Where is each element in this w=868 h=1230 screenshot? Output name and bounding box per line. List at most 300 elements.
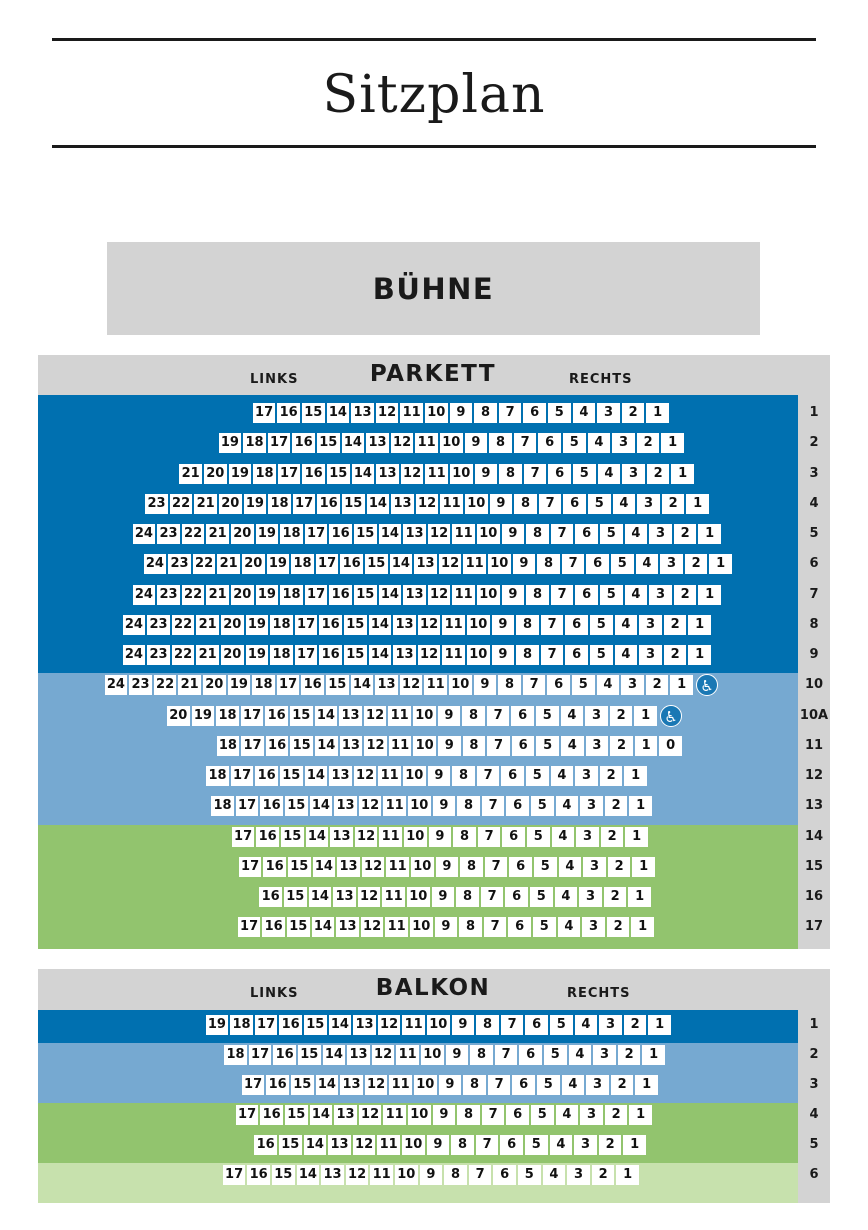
seat[interactable]: 11	[388, 706, 411, 726]
seat[interactable]: 10	[408, 796, 431, 816]
seat[interactable]: 11	[377, 1135, 400, 1155]
seat[interactable]: 3	[593, 1045, 616, 1065]
seat[interactable]: 2	[604, 887, 627, 907]
seat[interactable]: 12	[354, 766, 377, 786]
seat[interactable]: 1	[616, 1165, 639, 1185]
seat[interactable]: 15	[290, 736, 313, 756]
seat[interactable]: 3	[575, 766, 598, 786]
seat[interactable]: 4	[558, 917, 581, 937]
seat[interactable]: 15	[354, 585, 377, 605]
seat[interactable]: 13	[340, 1075, 363, 1095]
seat[interactable]: 18	[216, 706, 239, 726]
seat[interactable]: 9	[446, 1045, 469, 1065]
seat[interactable]: 17	[242, 1075, 265, 1095]
seat[interactable]: 1	[625, 827, 648, 847]
seat[interactable]: 12	[359, 796, 382, 816]
seat[interactable]: 5	[550, 1015, 573, 1035]
seat[interactable]: 11	[382, 887, 405, 907]
seat[interactable]: 16	[319, 615, 342, 635]
seat[interactable]: 3	[599, 1015, 622, 1035]
seat[interactable]: 17	[238, 917, 261, 937]
seat[interactable]: 11	[400, 403, 423, 423]
seat[interactable]: 13	[351, 403, 374, 423]
seat[interactable]: 16	[301, 675, 324, 695]
seat[interactable]: 3	[621, 675, 644, 695]
seat[interactable]: 11	[383, 1105, 406, 1125]
seat[interactable]: 15	[281, 827, 304, 847]
seat[interactable]: 10	[477, 585, 500, 605]
seat[interactable]: 9	[436, 857, 459, 877]
seat[interactable]: 11	[389, 736, 412, 756]
seat[interactable]: 4	[598, 464, 621, 484]
seat[interactable]: 6	[586, 554, 609, 574]
seat[interactable]: 10	[440, 433, 463, 453]
seat[interactable]: 22	[182, 524, 205, 544]
seat[interactable]: 16	[273, 1045, 296, 1065]
seat[interactable]: 3	[576, 827, 599, 847]
seat[interactable]: 18	[270, 615, 293, 635]
seat[interactable]: 24	[144, 554, 167, 574]
seat[interactable]: 4	[561, 736, 584, 756]
seat[interactable]: 5	[572, 675, 595, 695]
seat[interactable]: 2	[592, 1165, 615, 1185]
seat[interactable]: 9	[475, 464, 498, 484]
seat[interactable]: 7	[469, 1165, 492, 1185]
seat[interactable]: 5	[525, 1135, 548, 1155]
seat[interactable]: 14	[316, 1075, 339, 1095]
seat[interactable]: 13	[391, 494, 414, 514]
seat[interactable]: 7	[477, 766, 500, 786]
seat[interactable]: 22	[172, 645, 195, 665]
seat[interactable]: 17	[295, 615, 318, 635]
seat[interactable]: 6	[563, 494, 586, 514]
seat[interactable]: 1	[632, 857, 655, 877]
wheelchair-icon[interactable]: ♿	[660, 705, 682, 727]
seat[interactable]: 15	[290, 706, 313, 726]
seat[interactable]: 12	[353, 1135, 376, 1155]
seat[interactable]: 13	[353, 1015, 376, 1035]
seat[interactable]: 1	[631, 917, 654, 937]
seat[interactable]: 16	[329, 585, 352, 605]
seat[interactable]: 6	[509, 857, 532, 877]
seat[interactable]: 16	[292, 433, 315, 453]
seat[interactable]: 23	[157, 524, 180, 544]
seat[interactable]: 12	[439, 554, 462, 574]
seat[interactable]: 8	[489, 433, 512, 453]
seat[interactable]: 8	[462, 706, 485, 726]
seat[interactable]: 21	[217, 554, 240, 574]
seat[interactable]: 16	[266, 736, 289, 756]
seat[interactable]: 5	[526, 766, 549, 786]
seat[interactable]: 1	[709, 554, 732, 574]
seat[interactable]: 15	[280, 766, 303, 786]
seat[interactable]: 23	[145, 494, 168, 514]
seat[interactable]: 24	[133, 524, 156, 544]
seat[interactable]: 16	[317, 494, 340, 514]
seat[interactable]: 3	[649, 585, 672, 605]
seat[interactable]: 7	[551, 585, 574, 605]
seat[interactable]: 20	[231, 524, 254, 544]
seat[interactable]: 17	[295, 645, 318, 665]
seat[interactable]: 7	[551, 524, 574, 544]
seat[interactable]: 17	[268, 433, 291, 453]
seat[interactable]: 2	[647, 464, 670, 484]
seat[interactable]: 19	[192, 706, 215, 726]
seat[interactable]: 6	[512, 1075, 535, 1095]
seat[interactable]: 7	[487, 706, 510, 726]
seat[interactable]: 14	[390, 554, 413, 574]
seat[interactable]: 17	[236, 796, 259, 816]
seat[interactable]: 10	[465, 494, 488, 514]
seat[interactable]: 5	[600, 585, 623, 605]
seat[interactable]: 16	[340, 554, 363, 574]
seat[interactable]: 14	[313, 857, 336, 877]
seat[interactable]: 21	[178, 675, 201, 695]
seat[interactable]: 2	[599, 1135, 622, 1155]
seat[interactable]: 2	[605, 796, 628, 816]
seat[interactable]: 12	[376, 403, 399, 423]
seat[interactable]: 9	[429, 827, 452, 847]
seat[interactable]: 18	[206, 766, 229, 786]
seat[interactable]: 21	[206, 524, 229, 544]
seat[interactable]: 13	[403, 585, 426, 605]
seat[interactable]: 3	[637, 494, 660, 514]
seat[interactable]: 8	[516, 615, 539, 635]
seat[interactable]: 12	[346, 1165, 369, 1185]
seat[interactable]: 10	[402, 1135, 425, 1155]
seat[interactable]: 20	[221, 645, 244, 665]
seat[interactable]: 10	[488, 554, 511, 574]
seat[interactable]: 4	[562, 1075, 585, 1095]
seat[interactable]: 10	[425, 403, 448, 423]
seat[interactable]: 9	[502, 524, 525, 544]
seat[interactable]: 3	[567, 1165, 590, 1185]
seat[interactable]: 10	[407, 887, 430, 907]
seat[interactable]: 8	[526, 585, 549, 605]
seat[interactable]: 8	[514, 494, 537, 514]
seat[interactable]: 18	[224, 1045, 247, 1065]
seat[interactable]: 13	[334, 796, 357, 816]
seat[interactable]: 1	[624, 766, 647, 786]
seat[interactable]: 16	[255, 766, 278, 786]
seat[interactable]: 7	[484, 917, 507, 937]
seat[interactable]: 21	[196, 645, 219, 665]
seat[interactable]: 4	[556, 1105, 579, 1125]
seat[interactable]: 1	[670, 675, 693, 695]
seat[interactable]: 14	[310, 796, 333, 816]
seat[interactable]: 1	[688, 645, 711, 665]
seat[interactable]: 8	[460, 857, 483, 877]
seat[interactable]: 14	[329, 1015, 352, 1035]
seat[interactable]: 14	[323, 1045, 346, 1065]
seat[interactable]: 8	[453, 827, 476, 847]
seat[interactable]: 15	[288, 857, 311, 877]
seat[interactable]: 4	[543, 1165, 566, 1185]
seat[interactable]: 12	[418, 645, 441, 665]
seat[interactable]: 17	[253, 403, 276, 423]
seat[interactable]: 20	[242, 554, 265, 574]
seat[interactable]: 12	[355, 827, 378, 847]
seat[interactable]: 1	[635, 736, 658, 756]
seat[interactable]: 9	[513, 554, 536, 574]
seat[interactable]: 5	[588, 494, 611, 514]
seat[interactable]: 2	[610, 736, 633, 756]
seat[interactable]: 18	[268, 494, 291, 514]
seat[interactable]: 15	[284, 887, 307, 907]
seat[interactable]: 1	[646, 403, 669, 423]
seat[interactable]: 1	[629, 1105, 652, 1125]
seat[interactable]: 5	[590, 645, 613, 665]
seat[interactable]: 19	[246, 615, 269, 635]
seat[interactable]: 11	[463, 554, 486, 574]
seat[interactable]: 16	[277, 403, 300, 423]
seat[interactable]: 15	[326, 675, 349, 695]
seat[interactable]: 12	[364, 706, 387, 726]
seat[interactable]: 6	[525, 1015, 548, 1035]
seat[interactable]: 8	[457, 1105, 480, 1125]
seat[interactable]: 5	[573, 464, 596, 484]
seat[interactable]: 21	[194, 494, 217, 514]
seat[interactable]: 2	[664, 645, 687, 665]
seat[interactable]: 12	[365, 1075, 388, 1095]
seat[interactable]: 8	[463, 1075, 486, 1095]
seat[interactable]: 5	[533, 917, 556, 937]
seat[interactable]: 5	[537, 1075, 560, 1095]
seat[interactable]: 13	[333, 887, 356, 907]
seat[interactable]: 9	[428, 766, 451, 786]
seat[interactable]: 5	[563, 433, 586, 453]
seat[interactable]: 4	[559, 857, 582, 877]
seat[interactable]: 9	[490, 494, 513, 514]
seat[interactable]: 1	[635, 1075, 658, 1095]
seat[interactable]: 9	[474, 675, 497, 695]
seat[interactable]: 12	[418, 615, 441, 635]
seat[interactable]: 10	[413, 736, 436, 756]
seat[interactable]: 2	[662, 494, 685, 514]
seat[interactable]: 8	[463, 736, 486, 756]
seat[interactable]: 4	[615, 615, 638, 635]
seat[interactable]: 20	[219, 494, 242, 514]
seat[interactable]: 4	[588, 433, 611, 453]
seat[interactable]: 13	[393, 615, 416, 635]
seat[interactable]: 23	[168, 554, 191, 574]
seat[interactable]: 7	[524, 464, 547, 484]
seat[interactable]: 8	[476, 1015, 499, 1035]
seat[interactable]: 6	[500, 1135, 523, 1155]
seat[interactable]: 24	[105, 675, 128, 695]
seat[interactable]: 11	[424, 675, 447, 695]
seat[interactable]: 7	[562, 554, 585, 574]
seat[interactable]: 17	[231, 766, 254, 786]
seat[interactable]: 9	[439, 1075, 462, 1095]
seat[interactable]: 2	[611, 1075, 634, 1095]
seat[interactable]: 2	[610, 706, 633, 726]
seat[interactable]: 10	[427, 1015, 450, 1035]
seat[interactable]: 19	[246, 645, 269, 665]
seat[interactable]: 11	[385, 917, 408, 937]
seat[interactable]: 24	[123, 645, 146, 665]
seat[interactable]: 16	[259, 887, 282, 907]
seat[interactable]: 11	[442, 645, 465, 665]
seat[interactable]: 15	[317, 433, 340, 453]
seat[interactable]: 22	[154, 675, 177, 695]
seat[interactable]: 15	[285, 796, 308, 816]
seat[interactable]: 19	[256, 585, 279, 605]
seat[interactable]: 7	[541, 645, 564, 665]
seat[interactable]: 3	[597, 403, 620, 423]
seat[interactable]: 5	[531, 1105, 554, 1125]
seat[interactable]: 6	[508, 917, 531, 937]
seat[interactable]: 4	[561, 706, 584, 726]
seat[interactable]: 12	[401, 464, 424, 484]
seat[interactable]: 6	[501, 766, 524, 786]
seat[interactable]: 17	[278, 464, 301, 484]
seat[interactable]: 8	[451, 1135, 474, 1155]
seat[interactable]: 2	[664, 615, 687, 635]
seat[interactable]: 1	[623, 1135, 646, 1155]
seat[interactable]: 4	[556, 796, 579, 816]
seat[interactable]: 11	[379, 827, 402, 847]
seat[interactable]: 16	[279, 1015, 302, 1035]
wheelchair-icon[interactable]: ♿	[696, 674, 718, 696]
seat[interactable]: 13	[375, 675, 398, 695]
seat[interactable]: 15	[342, 494, 365, 514]
seat[interactable]: 2	[646, 675, 669, 695]
seat[interactable]: 10	[421, 1045, 444, 1065]
seat[interactable]: 3	[586, 1075, 609, 1095]
seat[interactable]: 15	[298, 1045, 321, 1065]
seat[interactable]: 9	[435, 917, 458, 937]
seat[interactable]: 16	[247, 1165, 270, 1185]
seat[interactable]: 15	[272, 1165, 295, 1185]
seat[interactable]: 14	[369, 615, 392, 635]
seat[interactable]: 6	[519, 1045, 542, 1065]
seat[interactable]: 10	[411, 857, 434, 877]
seat[interactable]: 14	[305, 766, 328, 786]
seat[interactable]: 7	[514, 433, 537, 453]
seat[interactable]: 12	[428, 524, 451, 544]
seat[interactable]: 3	[639, 645, 662, 665]
seat[interactable]: 13	[330, 827, 353, 847]
seat[interactable]: 9	[438, 706, 461, 726]
seat[interactable]: 13	[347, 1045, 370, 1065]
seat[interactable]: 10	[408, 1105, 431, 1125]
seat[interactable]: 1	[648, 1015, 671, 1035]
seat[interactable]: 7	[499, 403, 522, 423]
seat[interactable]: 5	[531, 796, 554, 816]
seat[interactable]: 10	[467, 615, 490, 635]
seat[interactable]: 16	[329, 524, 352, 544]
seat[interactable]: 13	[337, 857, 360, 877]
seat[interactable]: 21	[179, 464, 202, 484]
seat[interactable]: 15	[344, 615, 367, 635]
seat[interactable]: 23	[157, 585, 180, 605]
seat[interactable]: 19	[229, 464, 252, 484]
seat[interactable]: 3	[649, 524, 672, 544]
seat[interactable]: 15	[287, 917, 310, 937]
seat[interactable]: 10	[410, 917, 433, 937]
seat[interactable]: 6	[575, 585, 598, 605]
seat[interactable]: 17	[249, 1045, 272, 1065]
seat[interactable]: 5	[548, 403, 571, 423]
seat[interactable]: 14	[352, 464, 375, 484]
seat[interactable]: 3	[585, 706, 608, 726]
seat[interactable]: 1	[686, 494, 709, 514]
seat[interactable]: 6	[575, 524, 598, 544]
seat[interactable]: 6	[565, 645, 588, 665]
seat[interactable]: 17	[232, 827, 255, 847]
seat[interactable]: 1	[642, 1045, 665, 1065]
seat[interactable]: 9	[492, 645, 515, 665]
seat[interactable]: 8	[516, 645, 539, 665]
seat[interactable]: 6	[505, 887, 528, 907]
seat[interactable]: 12	[400, 675, 423, 695]
seat[interactable]: 15	[344, 645, 367, 665]
seat[interactable]: 12	[358, 887, 381, 907]
seat[interactable]: 12	[361, 917, 384, 937]
seat[interactable]: 11	[425, 464, 448, 484]
seat[interactable]: 7	[523, 675, 546, 695]
seat[interactable]: 5	[536, 706, 559, 726]
seat[interactable]: 9	[432, 887, 455, 907]
seat[interactable]: 18	[280, 585, 303, 605]
seat[interactable]: 3	[582, 917, 605, 937]
seat[interactable]: 18	[280, 524, 303, 544]
seat[interactable]: 8	[444, 1165, 467, 1185]
seat[interactable]: 7	[476, 1135, 499, 1155]
seat[interactable]: 16	[254, 1135, 277, 1155]
seat[interactable]: 17	[239, 857, 262, 877]
seat[interactable]: 21	[196, 615, 219, 635]
seat[interactable]: 2	[608, 857, 631, 877]
seat[interactable]: 11	[452, 524, 475, 544]
seat[interactable]: 17	[223, 1165, 246, 1185]
seat[interactable]: 8	[459, 917, 482, 937]
seat[interactable]: 12	[362, 857, 385, 877]
seat[interactable]: 2	[637, 433, 660, 453]
seat[interactable]: 14	[379, 524, 402, 544]
seat[interactable]: 15	[291, 1075, 314, 1095]
seat[interactable]: 4	[555, 887, 578, 907]
seat[interactable]: 16	[265, 706, 288, 726]
seat[interactable]: 6	[506, 1105, 529, 1125]
seat[interactable]: 7	[482, 1105, 505, 1125]
seat[interactable]: 4	[551, 766, 574, 786]
seat[interactable]: 12	[359, 1105, 382, 1125]
seat[interactable]: 15	[279, 1135, 302, 1155]
seat[interactable]: 4	[573, 403, 596, 423]
seat[interactable]: 14	[315, 736, 338, 756]
seat[interactable]: 8	[526, 524, 549, 544]
seat[interactable]: 1	[688, 615, 711, 635]
seat[interactable]: 3	[622, 464, 645, 484]
seat[interactable]: 0	[659, 736, 682, 756]
seat[interactable]: 10	[449, 675, 472, 695]
seat[interactable]: 2	[601, 827, 624, 847]
seat[interactable]: 1	[698, 585, 721, 605]
seat[interactable]: 6	[565, 615, 588, 635]
seat[interactable]: 6	[512, 736, 535, 756]
seat[interactable]: 6	[493, 1165, 516, 1185]
seat[interactable]: 8	[457, 796, 480, 816]
seat[interactable]: 2	[600, 766, 623, 786]
seat[interactable]: 20	[167, 706, 190, 726]
seat[interactable]: 11	[402, 1015, 425, 1035]
seat[interactable]: 10	[413, 706, 436, 726]
seat[interactable]: 7	[501, 1015, 524, 1035]
seat[interactable]: 13	[334, 1105, 357, 1125]
seat[interactable]: 12	[372, 1045, 395, 1065]
